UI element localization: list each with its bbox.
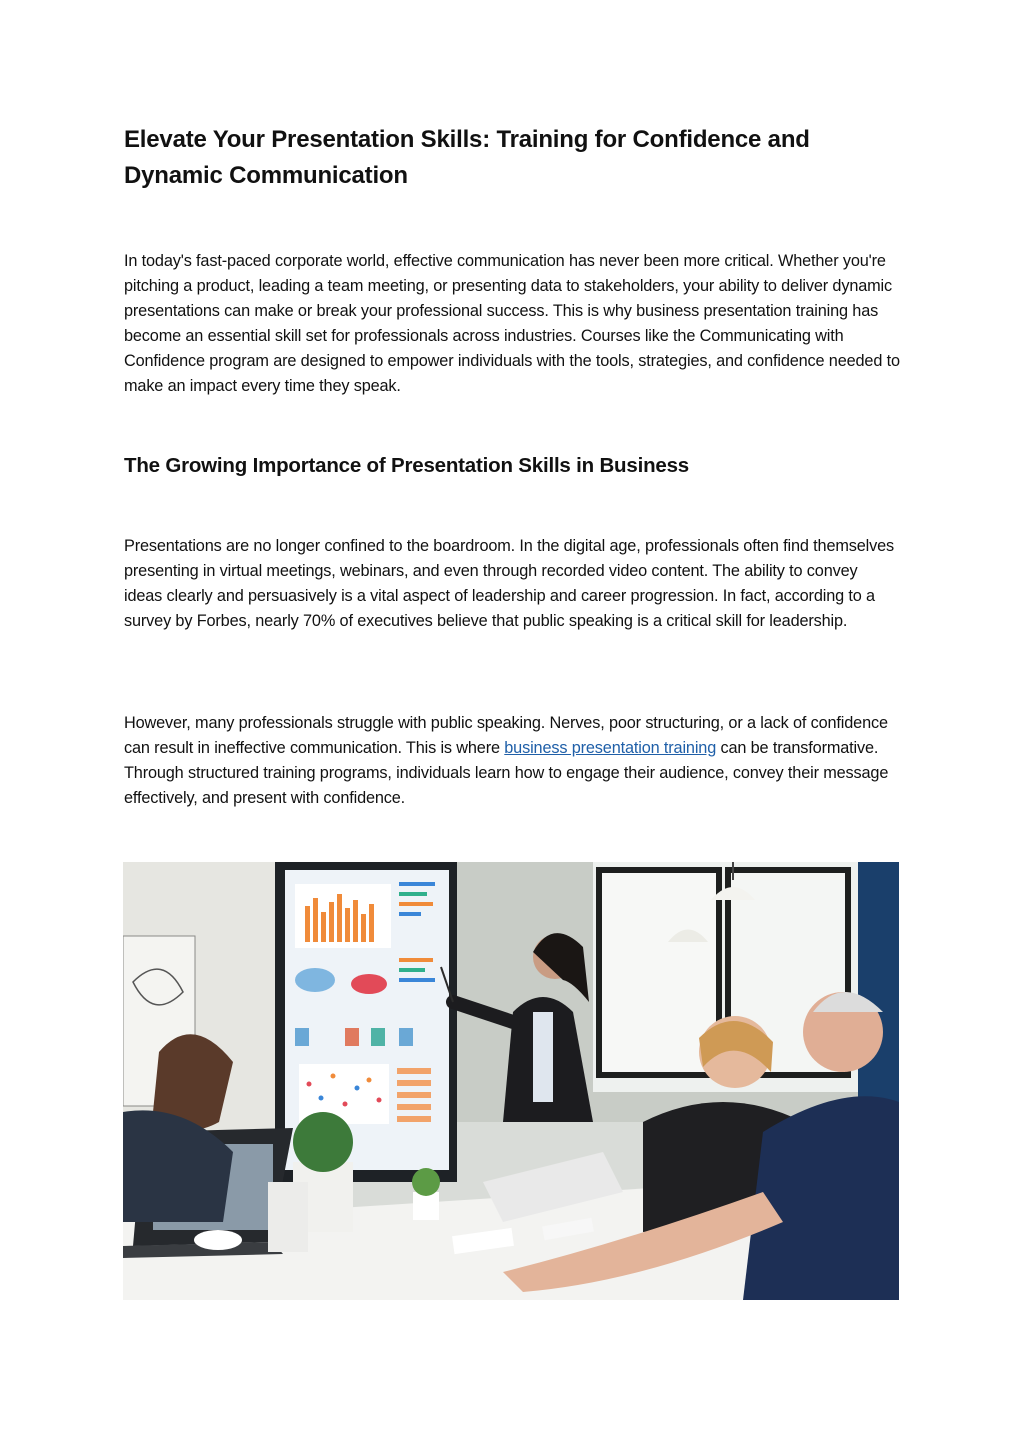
training-paragraph [124,711,900,811]
training-paragraph-start: However, many professionals struggle with public speaking. Nerves, poor structuring, or a lack of confidence can result in ineffective communication. This is where [124,714,888,757]
section-heading: The Growing Importance of Presentation Skills in Business [124,454,689,477]
intro-paragraph: In today's fast-paced corporate world, effective communication has never been more critical. Whether you're pitching a product, leading a team meeting, or presenting data to stakeholders, your ability to deliver dynamic presentations can make or break your professional success. This is why business presentation training has become an essential skill set for professionals across industries. Courses like the Communicating with Confidence program are designed to empower individuals with the tools, strategies, and confidence needed to make an impact every time they speak. [124,252,900,395]
page-title: Elevate Your Presentation Skills: Training for Confidence and Dynamic Communication [124,126,810,189]
importance-paragraph: Presentations are no longer confined to the boardroom. In the digital age, professionals often find themselves presenting in virtual meetings, webinars, and even through recorded video content. The ability to convey ideas clearly and persuasively is a vital aspect of leadership and career progression. In fact, according to a survey by Forbes, nearly 70% of executives believe that public speaking is a critical skill for leadership. [124,537,895,630]
presentation-meeting-illustration [123,862,899,1300]
training-paragraph-end: can be transformative. Through structured training programs, individuals learn how to engage their audience, convey their message effectively, and present with confidence. [124,739,889,807]
meeting-photo [123,862,899,1300]
business-presentation-training-link[interactable]: business presentation training [504,739,717,757]
